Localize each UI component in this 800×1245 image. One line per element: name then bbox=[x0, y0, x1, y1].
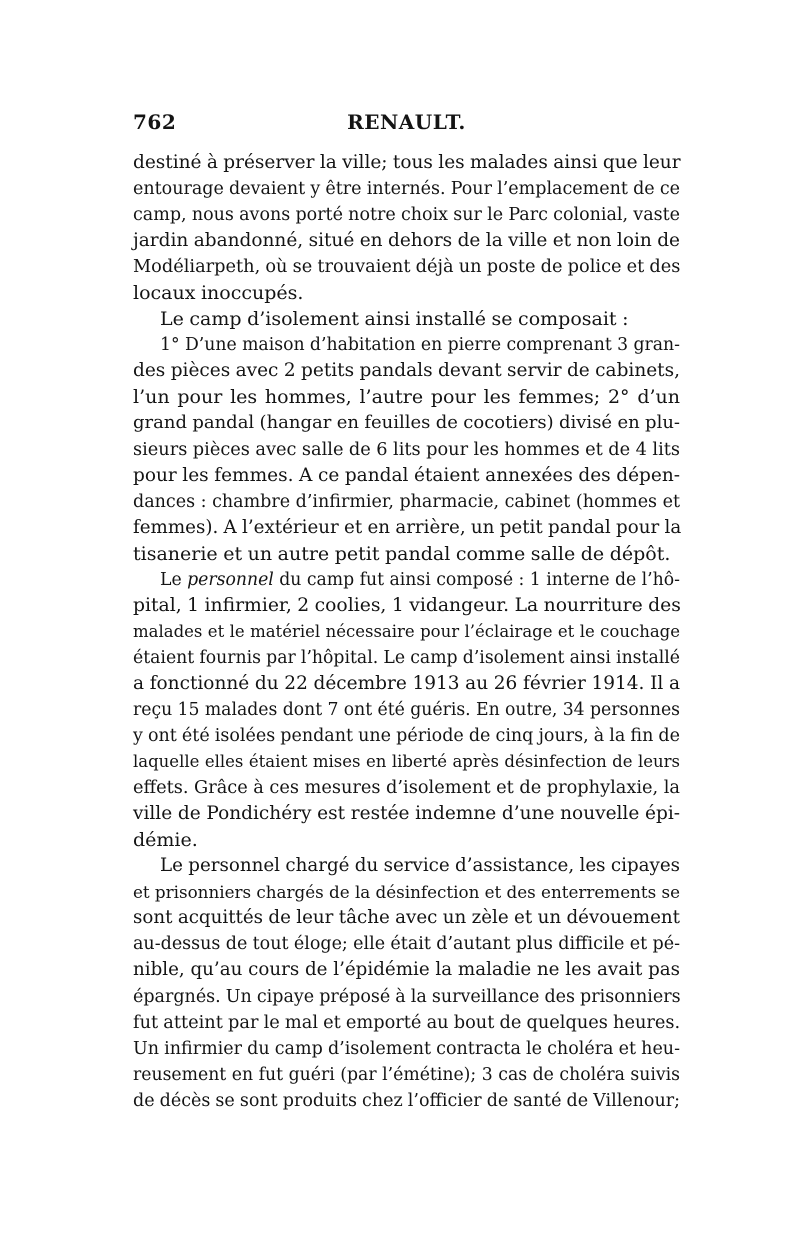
text-line: pour les femmes. A ce pandal étaient annexées des dépen- bbox=[133, 464, 680, 486]
text-line: entourage devaient y être internés. Pour l’emplacement de ce bbox=[133, 179, 680, 200]
text-line: Un infirmier du camp d’isolement contracta le choléra et heu- bbox=[133, 1038, 680, 1059]
text-line: camp, nous avons porté notre choix sur le Parc colonial, vaste bbox=[133, 205, 680, 226]
text-line: démie. bbox=[133, 829, 198, 852]
page-header bbox=[133, 110, 680, 140]
italic-term: personnel bbox=[187, 569, 274, 590]
text-line: de décès se sont produits chez l’officier de santé de Villenour; bbox=[133, 1090, 680, 1111]
body-text bbox=[133, 150, 680, 1114]
text-line: l’un pour les hommes, l’autre pour les femmes; 2° d’un bbox=[133, 386, 680, 409]
text-line: fut atteint par le mal et emporté au bout de quelques heures. bbox=[133, 1012, 681, 1033]
text-line: nible, qu’au cours de l’épidémie la maladie ne les avait pas bbox=[133, 959, 680, 981]
text-line: des pièces avec 2 petits pandals devant servir de cabinets, bbox=[133, 360, 680, 382]
text-line: tisanerie et un autre petit pandal comme salle de dépôt. bbox=[133, 542, 671, 565]
text-line: reçu 15 malades dont 7 ont été guéris. En outre, 34 personnes bbox=[133, 699, 680, 720]
paragraph-first-line: 1° D’une maison d’habitation en pierre comprenant 3 gran- bbox=[160, 335, 680, 356]
text-line: locaux inoccupés. bbox=[133, 282, 304, 305]
text-line: sieurs pièces avec salle de 6 lits pour les hommes et de 4 lits bbox=[133, 439, 680, 460]
running-head: RENAULT. bbox=[347, 110, 466, 134]
text-line: destiné à préserver la ville; tous les malades ainsi que leur bbox=[133, 152, 681, 173]
text-line: laquelle elles étaient mises en liberté après désinfection de leurs bbox=[133, 752, 680, 772]
text-line: sont acquittés de leur tâche avec un zèle et un dévouement bbox=[133, 907, 680, 929]
text-line: au-dessus de tout éloge; elle était d’autant plus difficile et pé- bbox=[133, 934, 680, 955]
paragraph-first-line: Le personnel chargé du service d’assistance, les cipayes bbox=[160, 855, 680, 877]
text-line: Modéliarpeth, où se trouvaient déjà un poste de police et des bbox=[133, 257, 681, 278]
text-line: y ont été isolées pendant une période de cinq jours, à la fin de bbox=[133, 726, 680, 747]
text-line: femmes). A l’extérieur et en arrière, un petit pandal pour la bbox=[133, 516, 682, 538]
text-line: effets. Grâce à ces mesures d’isolement et de prophylaxie, la bbox=[133, 778, 680, 799]
text-line: a fonctionné du 22 décembre 1913 au 26 février 1914. Il a bbox=[133, 672, 680, 694]
text-line: dances : chambre d’infirmier, pharmacie, cabinet (hommes et bbox=[133, 491, 680, 512]
text-line: et prisonniers chargés de la désinfection et des enterrements se bbox=[133, 882, 680, 903]
text-line: ville de Pondichéry est restée indemne d’une nouvelle épi- bbox=[133, 803, 680, 825]
paragraph-first-line: Le camp d’isolement ainsi installé se composait : bbox=[160, 308, 629, 331]
text-line: étaient fournis par l’hôpital. Le camp d’isolement ainsi installé bbox=[133, 647, 680, 668]
text-line: malades et le matériel nécessaire pour l’éclairage et le couchage bbox=[133, 621, 680, 641]
text-line: grand pandal (hangar en feuilles de cocotiers) divisé en plu- bbox=[133, 412, 680, 434]
paragraph-first-line-with-italic: Le personnel du camp fut ainsi composé : 1 interne de l’hô- bbox=[160, 569, 680, 590]
text-line: épargnés. Un cipaye préposé à la surveillance des prisonniers bbox=[133, 986, 681, 1007]
text-line: reusement en fut guéri (par l’émétine); 3 cas de choléra suivis bbox=[133, 1064, 680, 1085]
text-line: pital, 1 infirmier, 2 coolies, 1 vidangeur. La nourriture des bbox=[133, 594, 681, 616]
text-line: jardin abandonné, situé en dehors de la ville et non loin de bbox=[133, 230, 680, 252]
page-number: 762 bbox=[133, 110, 177, 134]
